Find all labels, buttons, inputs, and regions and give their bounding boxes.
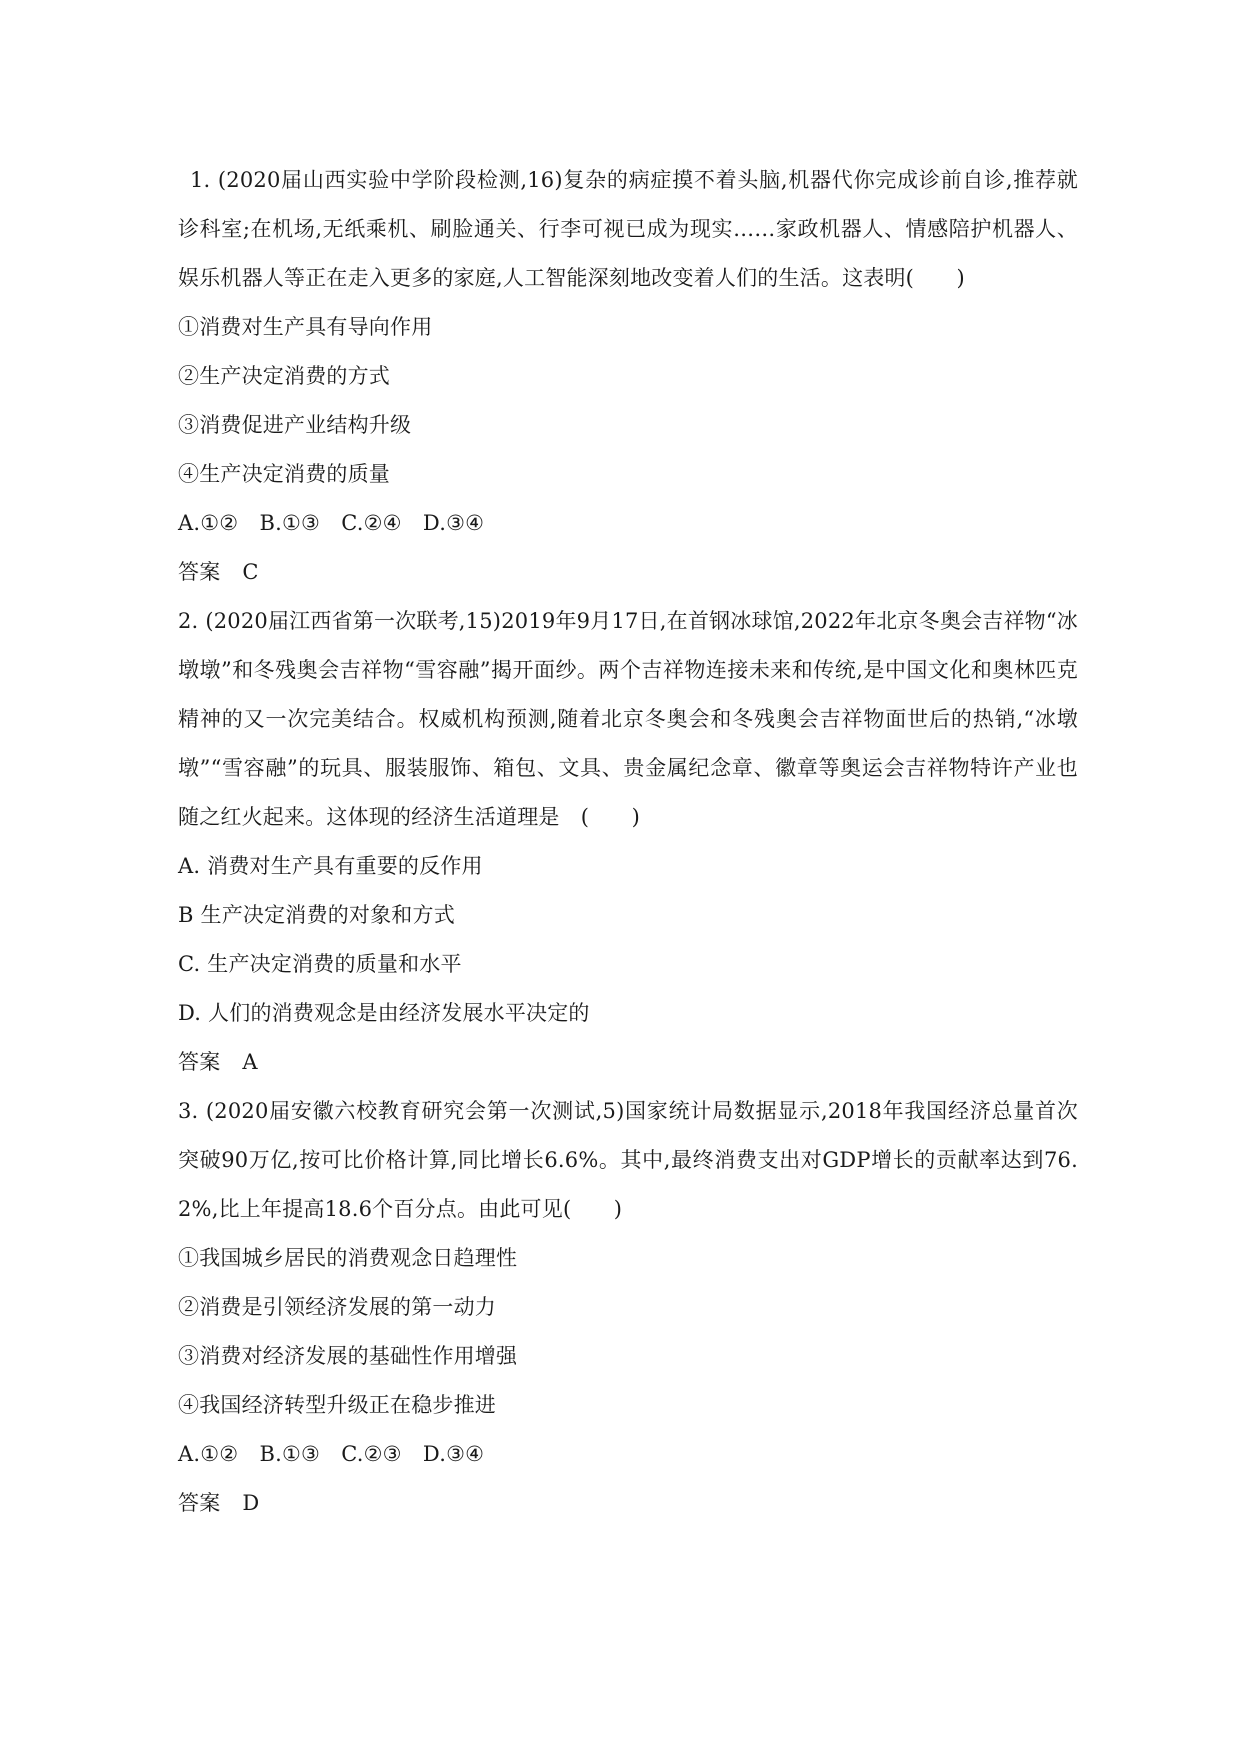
option-item: ③消费促进产业结构升级	[178, 413, 412, 437]
answer-label: 答案	[178, 1050, 221, 1074]
option-item: ②消费是引领经济发展的第一动力	[178, 1295, 496, 1319]
question-1	[178, 156, 1078, 597]
answer-line	[178, 1479, 1078, 1528]
document-page	[178, 156, 1078, 1528]
question-stem: 3. (2020届安徽六校教育研究会第一次测试,5)国家统计局数据显示,2018年我国经济总量首次突破90万亿,按可比价格计算,同比增长6.6%。其中,最终消费支出对GDP增长的贡献率达到76.2%,比上年提高18.6个百分点。由此可见( )	[178, 1099, 1078, 1221]
answer-value: D	[242, 1491, 260, 1515]
question-stem: 1. (2020届山西实验中学阶段检测,16)复杂的病症摸不着头脑,机器代你完成诊前自诊,推荐就诊科室;在机场,无纸乘机、刷脸通关、行李可视已成为现实……家政机器人、情感陪护机器人、娱乐机器人等正在走入更多的家庭,人工智能深刻地改变着人们的生活。这表明( )	[178, 168, 1078, 290]
option-item: A. 消费对生产具有重要的反作用	[178, 854, 483, 878]
question-3	[178, 1087, 1078, 1528]
answer-line	[178, 548, 1078, 597]
answer-label: 答案	[178, 560, 221, 584]
answer-value: A	[242, 1050, 258, 1074]
question-2	[178, 597, 1078, 1087]
option-item: B 生产决定消费的对象和方式	[178, 903, 455, 927]
option-item: C. 生产决定消费的质量和水平	[178, 952, 462, 976]
option-item: ①我国城乡居民的消费观念日趋理性	[178, 1246, 518, 1270]
option-item: ④生产决定消费的质量	[178, 462, 390, 486]
answer-choices: A.①② B.①③ C.②④ D.③④	[178, 511, 485, 535]
option-item: D. 人们的消费观念是由经济发展水平决定的	[178, 1001, 590, 1025]
answer-label: 答案	[178, 1491, 221, 1515]
answer-choices: A.①② B.①③ C.②③ D.③④	[178, 1442, 485, 1466]
option-item: ③消费对经济发展的基础性作用增强	[178, 1344, 518, 1368]
option-item: ④我国经济转型升级正在稳步推进	[178, 1393, 496, 1417]
answer-value: C	[242, 560, 259, 584]
option-item: ①消费对生产具有导向作用	[178, 315, 433, 339]
question-stem: 2. (2020届江西省第一次联考,15)2019年9月17日,在首钢冰球馆,2022年北京冬奥会吉祥物“冰墩墩”和冬残奥会吉祥物“雪容融”揭开面纱。两个吉祥物连接未来和传统,是中国文化和奥林匹克精神的又一次完美结合。权威机构预测,随着北京冬奥会和冬残奥会吉祥物面世后的热销,“冰墩墩”“雪容融”的玩具、服装服饰、箱包、文具、贵金属纪念章、徽章等奥运会吉祥物特许产业也随之红火起来。这体现的经济生活道理是 ( )	[178, 609, 1078, 829]
option-item: ②生产决定消费的方式	[178, 364, 390, 388]
answer-line	[178, 1038, 1078, 1087]
